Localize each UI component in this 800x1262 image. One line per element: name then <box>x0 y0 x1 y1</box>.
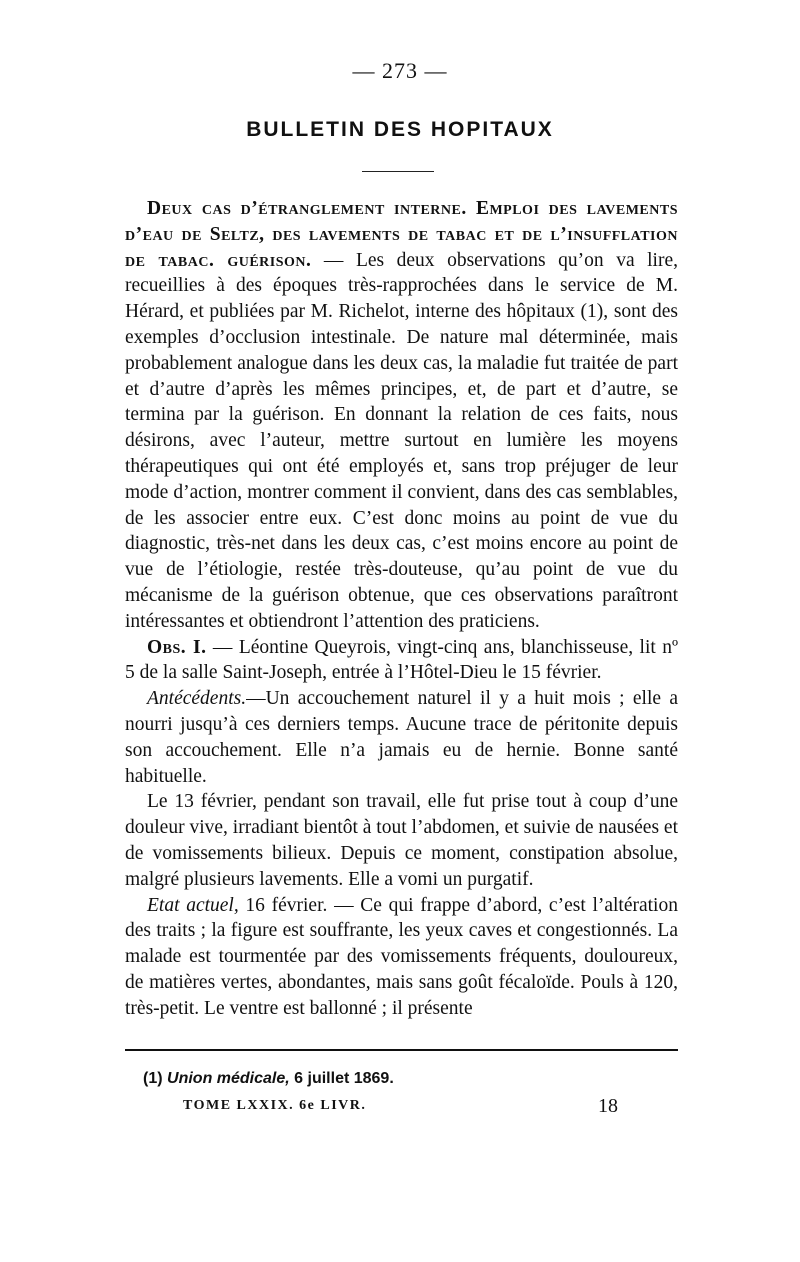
onset-paragraph: Le 13 février, pendant son travail, elle fut prise tout à coup d’une douleur vive, irradiant bientôt à tout l’abdomen, et suivie de nausées et de vomissements bilieux. Depuis ce moment, constipation absolue, malgré plusieurs lavements. Elle a vomi un purgatif. <box>125 791 678 890</box>
intro-text: — Les deux observations qu’on va lire, recueillies à des époques très-rapprochées dans le service de M. Hérard, et publiées par M. Richelot, interne des hôpitaux (1), sont des exemples d’occlusion intestinale. De nature mal déterminée, mais probablement analogue dans les deux cas, la maladie fut traitée de part et d’autre d’après les mêmes principes, et, de part et d’autre, se termina par la guérison. En donnant la relation de ces faits, nous désirons, avec l’auteur, mettre surtout en lumière les moyens thérapeutiques qui ont été employés et, sans trop préjuger de leur mode d’action, montrer comment il convient, dans des cas semblables, de les associer entre eux. C’est donc moins au point de vue du diagnostic, très-net dans les deux cas, c’est moins encore au point de vue de l’étiologie, restée très-douteuse, qu’au point de vue du mécanisme de la guérison obtenue, que ces observations paraîtront intéressantes et obtiendront l’attention des praticiens. <box>125 249 678 632</box>
observation-paragraph <box>125 635 678 687</box>
observation-label: Obs. I. <box>147 636 207 658</box>
antecedents-text: —Un accouchement naturel il y a huit mois ; elle a nourri jusqu’à ces derniers temps. Aucune trace de péritonite depuis son accouchement. Elle n’a jamais eu de hernie. Bonne santé habituelle. <box>125 688 678 787</box>
title-divider <box>362 171 434 172</box>
article-heading: Deux cas d’étranglement interne. Emploi des lavements d’eau de Seltz, des lavements de tabac et de l’insufflation de tabac. guérison. <box>125 198 678 271</box>
footnote-marker: (1) <box>143 1070 163 1087</box>
antecedents-paragraph <box>125 686 678 789</box>
page-number: — 273 — <box>352 58 448 83</box>
current-state-text: 16 février. — Ce qui frappe d’abord, c’est l’altération des traits ; la figure est souffrante, les yeux caves et congestionnés. La malade est tourmentée par des vomissements fréquents, douloureux, de matières vertes, abondantes, mais sans goût fécaloïde. Pouls à 120, très-petit. Le ventre est ballonné ; il présente <box>125 894 678 1019</box>
intro-paragraph <box>125 196 678 635</box>
current-state-paragraph <box>125 893 678 1022</box>
volume-signature: TOME LXXIX. 6e LIVR. <box>183 1098 367 1113</box>
footnote <box>143 1070 394 1088</box>
footnote-source: Union médicale, <box>167 1070 290 1087</box>
sheet-signature: 18 <box>598 1095 618 1117</box>
footnote-divider <box>125 1049 678 1051</box>
page-header-title: BULLETIN DES HOPITAUX <box>246 118 554 141</box>
footnote-date: 6 juillet 1869. <box>289 1070 394 1087</box>
article-body <box>125 196 678 1022</box>
antecedents-label: Antécédents. <box>147 688 247 710</box>
observation-text: — Léontine Queyrois, vingt-cinq ans, blanchisseuse, lit nº 5 de la salle Saint-Joseph, entrée à l’Hôtel-Dieu le 15 février. <box>125 636 678 684</box>
current-state-label: Etat actuel, <box>147 894 239 916</box>
